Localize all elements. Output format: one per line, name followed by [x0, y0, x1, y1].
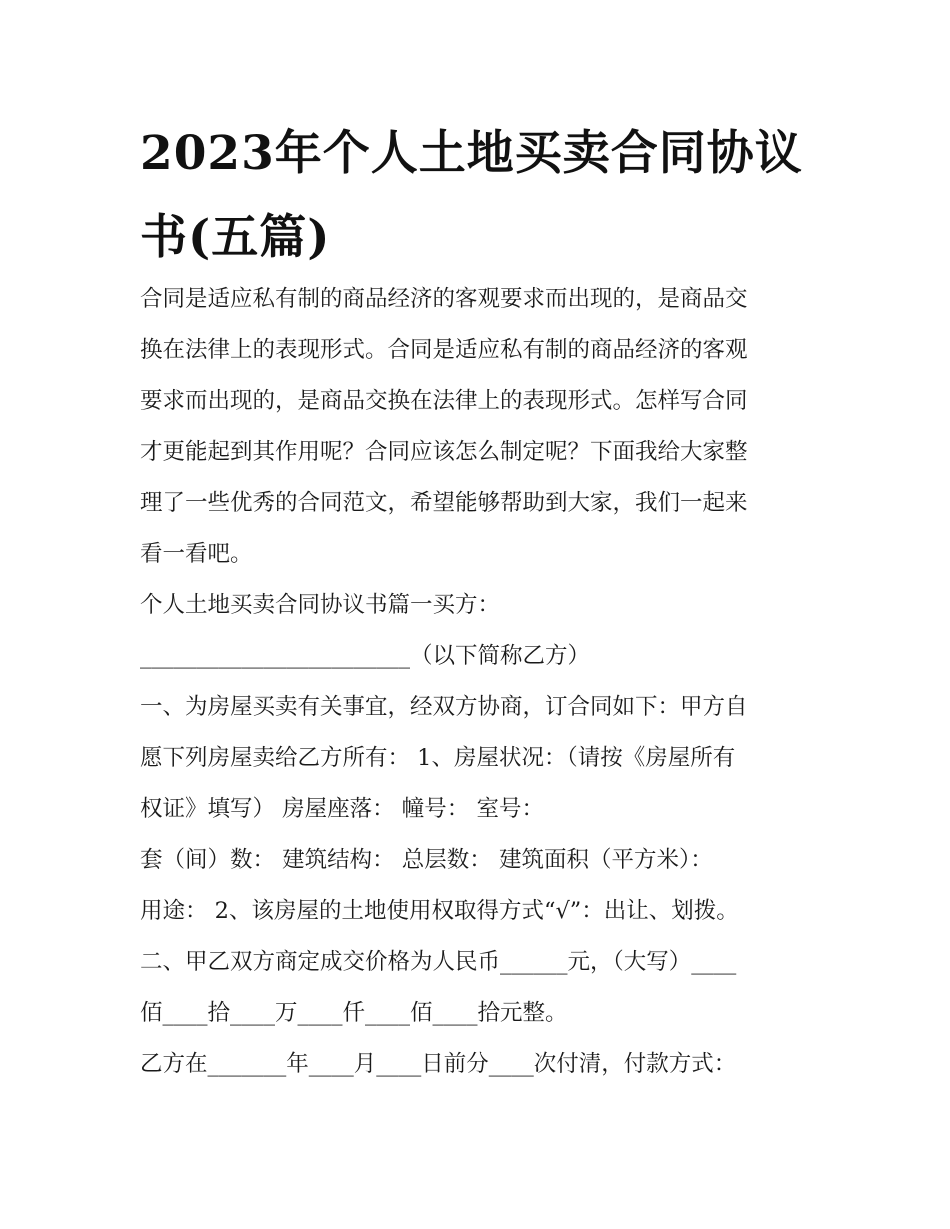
- contract-clause-line: 一、为房屋买卖有关事宜，经双方协商，订合同如下：甲方自: [140, 694, 748, 720]
- price-clause-line: 二、甲乙双方商定成交价格为人民币______元，（大写）____: [140, 949, 737, 975]
- intro-paragraph-line: 理了一些优秀的合同范文，希望能够帮助到大家，我们一起来: [140, 490, 748, 516]
- contract-clause-line: 套（间）数： 建筑结构： 总层数： 建筑面积（平方米）：: [140, 847, 713, 873]
- intro-paragraph-line: 换在法律上的表现形式。合同是适应私有制的商品经济的客观: [140, 337, 748, 363]
- intro-paragraph-line: 要求而出现的，是商品交换在法律上的表现形式。怎样写合同: [140, 388, 748, 414]
- contract-clause-line: 权证》填写） 房屋座落： 幢号： 室号：: [140, 796, 544, 822]
- document-title: 2023年个人土地买卖合同协议书(五篇): [140, 126, 803, 265]
- contract-clause-line: 用途： 2、该房屋的土地使用权取得方式“√”：出让、划拨。: [140, 898, 739, 924]
- contract-heading-line: 个人土地买卖合同协议书篇一买方：: [140, 592, 501, 618]
- price-amount-line: 佰____拾____万____仟____佰____拾元整。: [140, 1000, 568, 1026]
- intro-paragraph-line: 才更能起到其作用呢？合同应该怎么制定呢？下面我给大家整: [140, 439, 748, 465]
- contract-clause-line: 愿下列房屋卖给乙方所有： 1、房屋状况：（请按《房屋所有: [140, 745, 736, 771]
- intro-paragraph-line: 看一看吧。: [140, 541, 253, 567]
- intro-paragraph-line: 合同是适应私有制的商品经济的客观要求而出现的，是商品交: [140, 286, 748, 312]
- buyer-blank-line: ________________________（以下简称乙方）: [140, 643, 591, 669]
- document-body: [140, 274, 816, 1090]
- payment-terms-line: 乙方在_______年____月____日前分____次付清，付款方式：: [140, 1051, 737, 1077]
